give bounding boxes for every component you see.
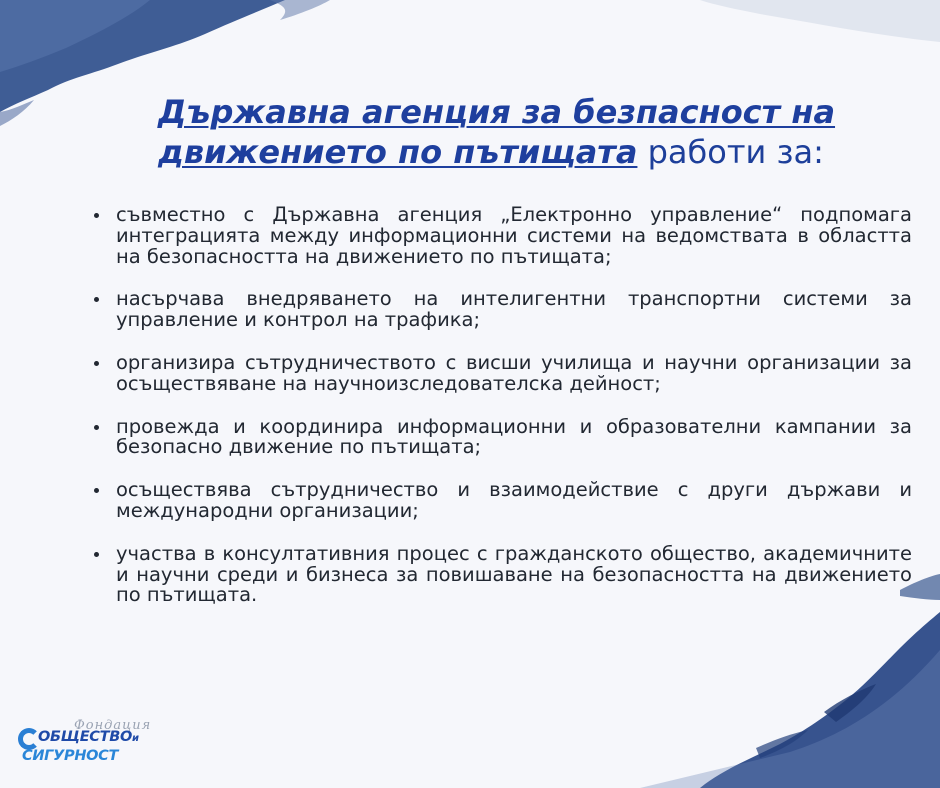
list-item xyxy=(90,289,912,331)
list-item-text: участва в консултативния процес с гражданското общество, академичните и научни среди и бизнеса за повишаване на безопасността на движението по пътищата. xyxy=(116,541,912,607)
bullet-dot-icon xyxy=(94,488,99,493)
bullet-dot-icon xyxy=(94,361,99,366)
list-item xyxy=(90,541,912,607)
list-item xyxy=(90,350,912,395)
duties-list xyxy=(90,205,912,628)
list-item-text: осъществява сътрудничество и взаимодействие с други държави и международни организации; xyxy=(116,478,912,522)
page-title xyxy=(158,92,918,172)
bullet-dot-icon xyxy=(94,297,99,302)
bullet-dot-icon xyxy=(94,213,99,218)
agency-link-line2[interactable]: движението по пътищата xyxy=(158,133,638,171)
logo-line1-main: ОБЩЕСТВО xyxy=(38,729,133,745)
foundation-logo xyxy=(16,716,152,772)
list-item xyxy=(90,480,912,522)
list-item-text: насърчава внедряването на интелигентни транспортни системи за управление и контрол на трафика; xyxy=(116,287,912,332)
logo-line1-small: и xyxy=(132,733,139,744)
list-item xyxy=(90,414,912,459)
title-suffix: работи за: xyxy=(637,133,824,171)
list-item-text: съвместно с Държавна агенция „Електронно управление“ подпомага интеграцията между информационни системи на ведомствата в областта на безопасността на движението по пътищата; xyxy=(116,203,912,268)
top-left-paint-wisp xyxy=(270,0,330,20)
agency-link-line1[interactable]: Държавна агенция за безпасност на xyxy=(158,93,836,131)
list-item xyxy=(90,205,912,267)
list-item-text: провежда и координира информационни и образователни кампании за безопасно движение по пътищата; xyxy=(116,414,912,459)
logo-line1 xyxy=(38,729,139,745)
list-item-text: организира сътрудничеството с висши училища и научни организации за осъществяване на научноизследователска дейност; xyxy=(116,350,912,395)
bullet-dot-icon xyxy=(94,425,99,430)
bullet-dot-icon xyxy=(94,552,99,557)
logo-script-text: Фондация xyxy=(74,718,152,733)
top-right-paint-wash xyxy=(700,0,940,42)
logo-line2: СИГУРНОСТ xyxy=(22,748,119,764)
logo-ring-icon xyxy=(18,728,40,750)
